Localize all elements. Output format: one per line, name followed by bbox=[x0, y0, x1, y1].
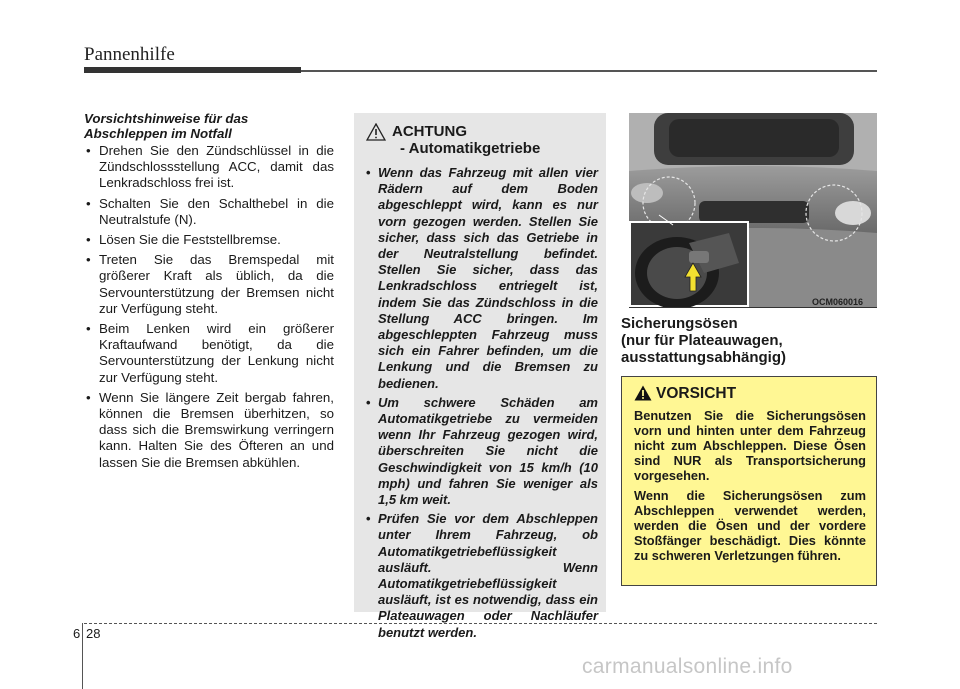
list-item: • Lösen Sie die Feststellbremse. bbox=[84, 232, 334, 248]
achtung-list bbox=[366, 165, 598, 641]
towing-precautions-list bbox=[84, 143, 334, 471]
list-item: • Prüfen Sie vor dem Abschleppen unter Ihrem Fahrzeug, ob Automatikgetriebeflüssigkeit ausläuft. Wenn Automatikgetriebeflüssigkeit ausläuft, ist es notwendig, dass ein Plateauwagen oder Nachläufer benutzt werden. bbox=[366, 511, 598, 641]
achtung-warning-box bbox=[354, 113, 606, 640]
section-title-line: ausstattungsabhängig) bbox=[621, 349, 787, 366]
vorsicht-paragraph: Wenn die Sicherungsösen zum Abschleppen verwendet werden, werden die Ösen und der vordere Stoßfänger beschädigt. Dies könnte zu schweren Verletzungen führen. bbox=[634, 488, 866, 563]
achtung-subtitle: - Automatikgetriebe bbox=[400, 140, 541, 157]
section-title bbox=[621, 315, 881, 366]
list-item: • Um schwere Schäden am Automatikgetriebe zu vermeiden wenn Ihr Fahrzeug gezogen wird, überschreiten Sie nicht die Geschwindigkeit von 15 km/h (10 mph) und fahren Sie weniger als 1,5 km weit. bbox=[366, 395, 598, 508]
list-item: • Treten Sie das Bremspedal mit größerer Kraft als üblich, da die Servounterstützung der Bremsen nicht zur Verfügung steht. bbox=[84, 252, 334, 317]
footer-vertical-rule bbox=[82, 623, 83, 689]
vorsicht-paragraph: Benutzen Sie die Sicherungsösen vorn und hinten unter dem Fahrzeug nicht zum Abschleppen. Diese Ösen sind NUR als Transportsicherung vorgesehen. bbox=[634, 408, 866, 483]
section-title-line: (nur für Plateauwagen, bbox=[621, 332, 783, 349]
list-item: • Beim Lenken wird ein größerer Kraftaufwand benötigt, da die Servounterstützung der Lenkung nicht zur Verfügung steht. bbox=[84, 321, 334, 386]
header-title: Pannenhilfe bbox=[84, 44, 175, 65]
achtung-title: ACHTUNG bbox=[392, 123, 467, 140]
warning-triangle-icon bbox=[634, 385, 652, 406]
figure-rule bbox=[629, 307, 877, 308]
vorsicht-title: VORSICHT bbox=[656, 385, 737, 402]
tow-hook-photo bbox=[629, 113, 877, 307]
watermark: carmanualsonline.info bbox=[582, 655, 793, 678]
achtung-heading bbox=[366, 123, 598, 157]
list-item: • Wenn das Fahrzeug mit allen vier Rädern auf dem Boden abgeschleppt wird, kann es nur vorn gezogen werden. Stellen Sie sicher, dass sich das Getriebe in der Neutralstellung befindet. Stellen Sie sicher, dass das Lenkradschloss entriegelt ist, indem Sie das Zündschloss in die Stellung ACC bringen. Im abgeschleppten Fahrzeug muss sich ein Fahrer befinden, um die Lenkung und die Bremsen zu bedienen. bbox=[366, 165, 598, 392]
section-title-line: Sicherungsösen bbox=[621, 315, 738, 332]
figure-code: OCM060016 bbox=[812, 297, 864, 307]
list-item: • Drehen Sie den Zündschlüssel in die Zündschlossstellung ACC, damit das Lenkradschloss frei ist. bbox=[84, 143, 334, 192]
page-number: 28 bbox=[86, 626, 101, 641]
list-item: • Schalten Sie den Schalthebel in die Neutralstufe (N). bbox=[84, 196, 334, 228]
vorsicht-caution-box bbox=[621, 376, 877, 586]
header-rule-thick bbox=[84, 67, 301, 73]
footer-dashed-rule bbox=[84, 623, 877, 624]
towing-precautions-heading: Vorsichtshinweise für das Abschleppen im Notfall bbox=[84, 111, 249, 141]
warning-triangle-icon bbox=[366, 123, 386, 145]
vorsicht-heading bbox=[634, 385, 866, 403]
header-rule-thin bbox=[301, 70, 877, 72]
chapter-number: 6 bbox=[73, 626, 81, 641]
towing-precautions-column bbox=[84, 111, 334, 475]
list-item: • Wenn Sie längere Zeit bergab fahren, können die Bremsen überhitzen, so dass sich die Bremswirkung verringern kann. Halten Sie des Öfteren an und lassen Sie die Bremsen abkühlen. bbox=[84, 390, 334, 471]
